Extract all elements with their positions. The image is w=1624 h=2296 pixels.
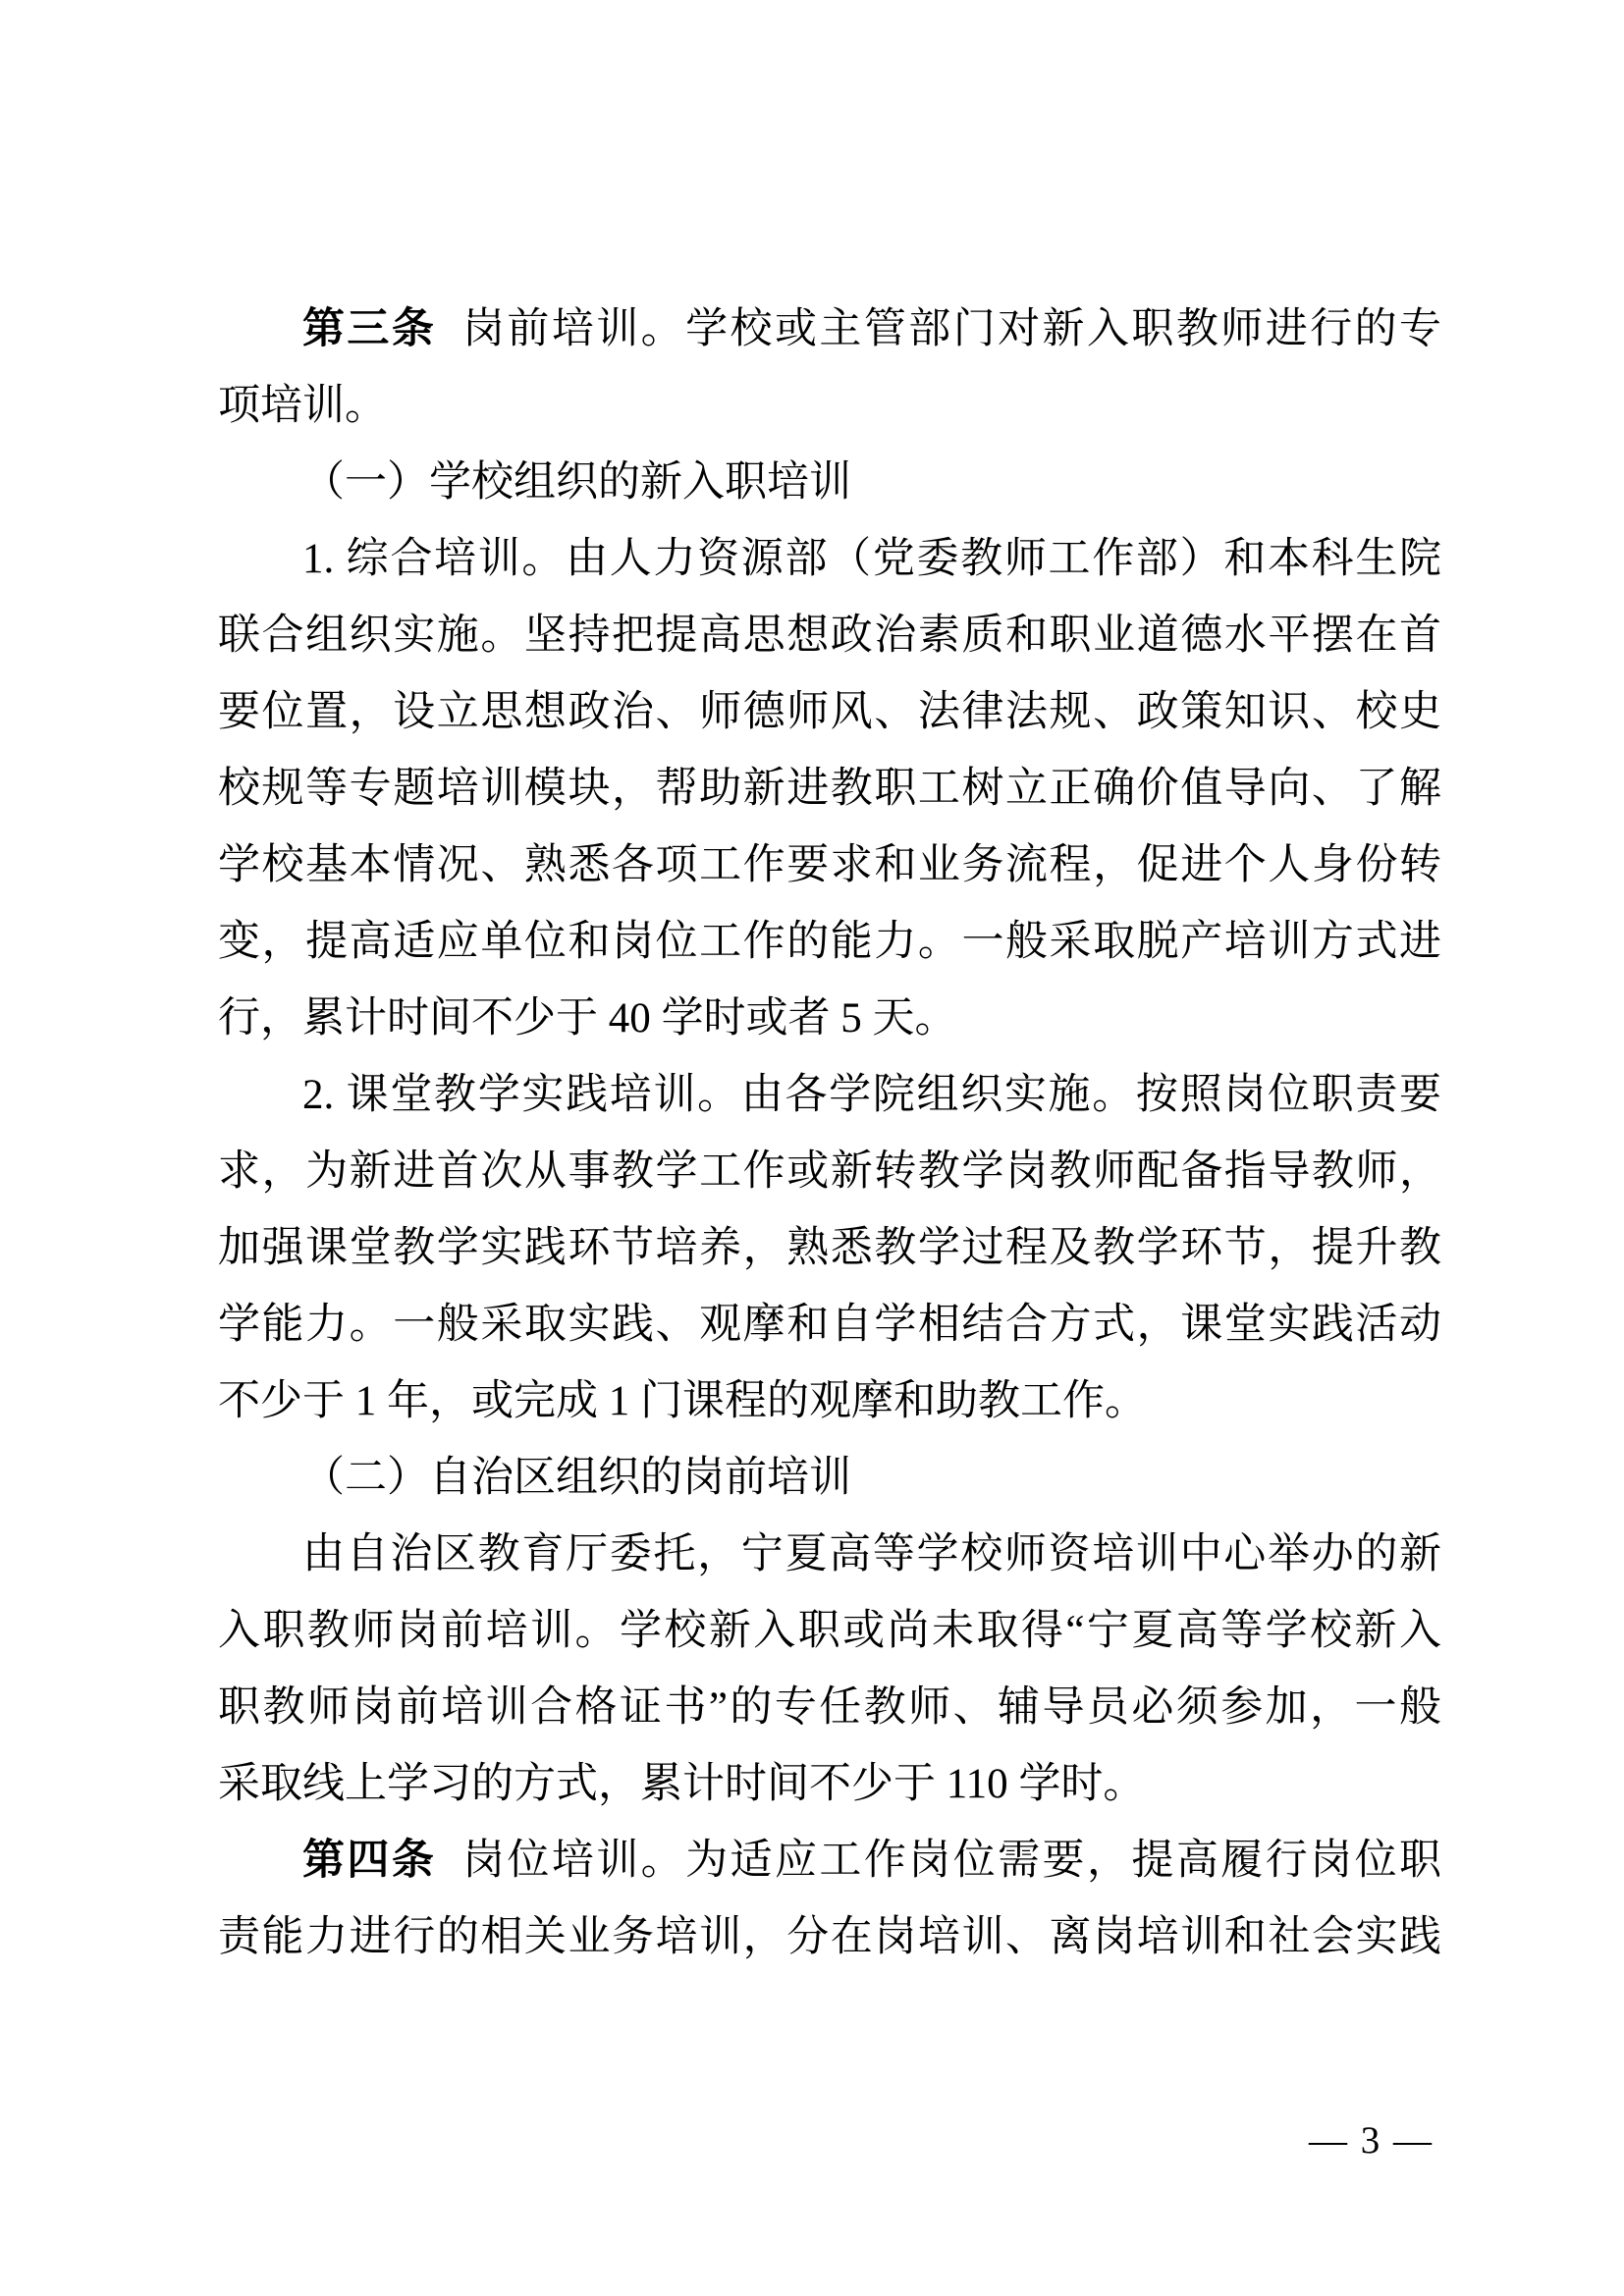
- line-text: 岗前培训。学校或主管部门对新入职教师进行的专: [461, 306, 1442, 352]
- article-number: 第三条: [302, 306, 437, 352]
- text-line: 采取线上学习的方式，累计时间不少于 110 学时。: [218, 1761, 1146, 1807]
- text-line: 项培训。: [218, 383, 387, 429]
- document-body: [218, 292, 1441, 1976]
- text-line: 要位置，设立思想政治、师德师风、法律法规、政策知识、校史: [218, 689, 1441, 735]
- text-line: 由自治区教育厅委托，宁夏高等学校师资培训中心举办的新: [302, 1531, 1441, 1577]
- text-line: 校规等专题培训模块，帮助新进教职工树立正确价值导向、了解: [218, 766, 1441, 812]
- text-line: （一）学校组织的新入职培训: [302, 459, 851, 506]
- text-line: 2. 课堂教学实践培训。由各学院组织实施。按照岗位职责要: [302, 1072, 1441, 1118]
- text-line: 学校基本情况、熟悉各项工作要求和业务流程，促进个人身份转: [218, 842, 1441, 888]
- text-line: 责能力进行的相关业务培训，分在岗培训、离岗培训和社会实践: [218, 1914, 1441, 1960]
- page-number: — 3 —: [1309, 2119, 1434, 2162]
- text-line: 学能力。一般采取实践、观摩和自学相结合方式，课堂实践活动: [218, 1302, 1441, 1348]
- text-line: 联合组织实施。坚持把提高思想政治素质和职业道德水平摆在首: [218, 613, 1441, 659]
- text-line: [218, 292, 1441, 368]
- text-line: 加强课堂教学实践环节培养，熟悉教学过程及教学环节，提升教: [218, 1225, 1441, 1271]
- text-line: 求，为新进首次从事教学工作或新转教学岗教师配备指导教师，: [218, 1148, 1441, 1195]
- line-text: 岗位培训。为适应工作岗位需要，提高履行岗位职: [461, 1838, 1442, 1884]
- article-number: 第四条: [302, 1838, 437, 1884]
- text-line: 行，累计时间不少于 40 学时或者 5 天。: [218, 995, 957, 1041]
- text-line: 入职教师岗前培训。学校新入职或尚未取得“宁夏高等学校新入: [218, 1608, 1441, 1654]
- text-line: 变，提高适应单位和岗位工作的能力。一般采取脱产培训方式进: [218, 919, 1441, 965]
- text-line: 1. 综合培训。由人力资源部（党委教师工作部）和本科生院: [302, 536, 1441, 582]
- text-line: （二）自治区组织的岗前培训: [302, 1455, 851, 1501]
- text-line: 职教师岗前培训合格证书”的专任教师、辅导员必须参加，一般: [218, 1684, 1441, 1731]
- text-line: [218, 1823, 1441, 1899]
- text-line: 不少于 1 年，或完成 1 门课程的观摩和助教工作。: [218, 1378, 1147, 1424]
